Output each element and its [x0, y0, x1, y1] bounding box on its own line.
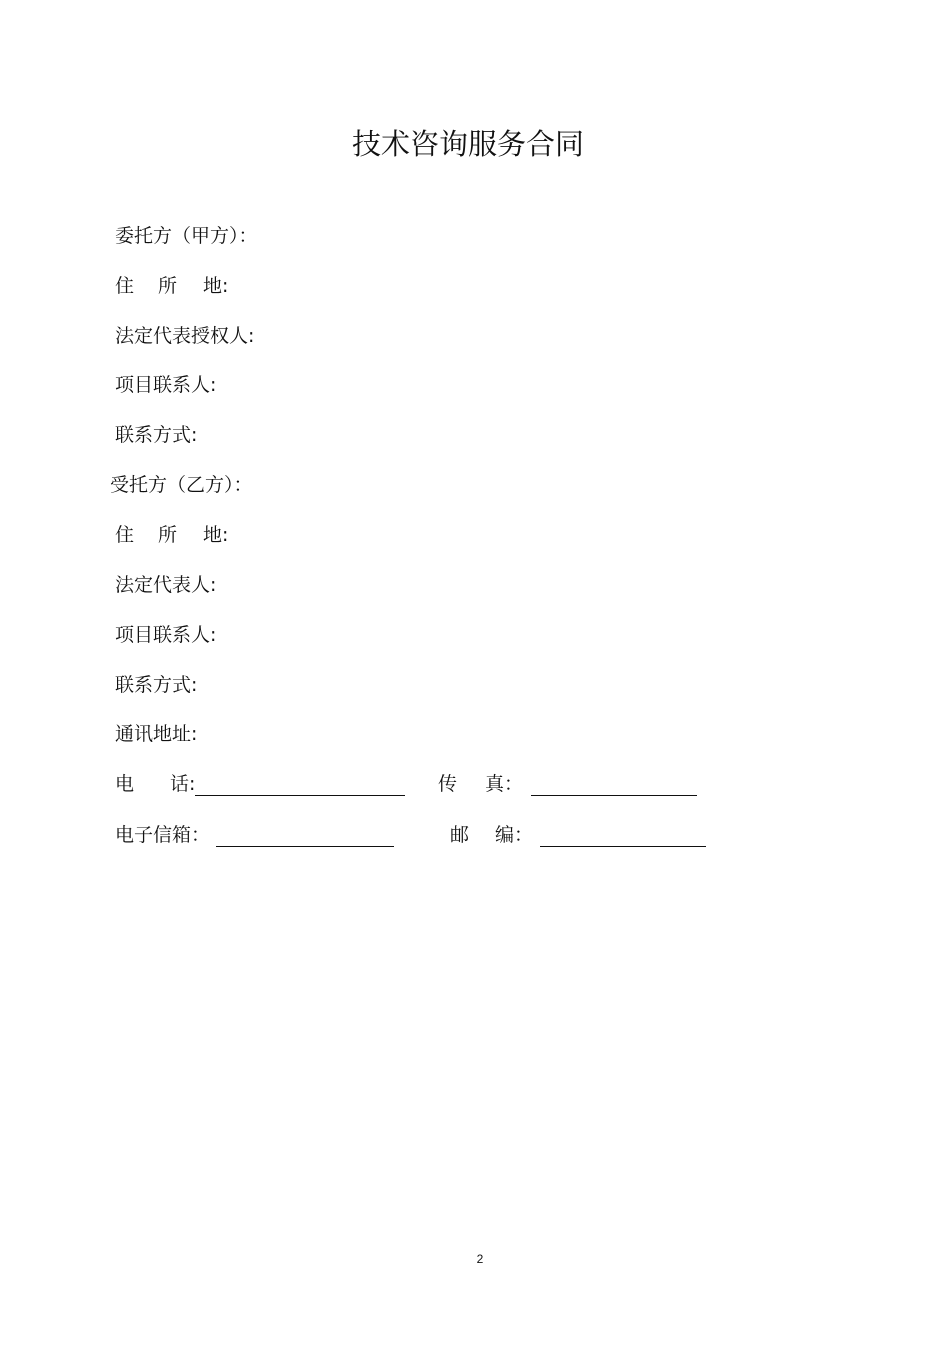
party-b-mail-address-label: 通讯地址: — [115, 723, 198, 745]
party-a-contact-method-label: 联系方式: — [115, 424, 198, 446]
party-a-address-label — [115, 274, 228, 298]
address-label-part: 地: — [203, 524, 229, 546]
postcode-label-part: 邮 — [450, 824, 470, 846]
email-input-line[interactable] — [216, 826, 394, 847]
page-number: 2 — [476, 1252, 484, 1266]
phone-input-line[interactable] — [195, 775, 405, 796]
address-label-part: 地: — [203, 275, 229, 297]
phone-fax-row — [115, 772, 405, 796]
address-label-part: 住 — [115, 524, 135, 546]
phone-label-part: 话: — [170, 773, 196, 795]
postcode-input-line[interactable] — [540, 826, 706, 847]
address-label-part: 住 — [115, 275, 135, 297]
party-a-contact-person-label: 项目联系人: — [115, 374, 217, 396]
postcode-row — [450, 823, 706, 847]
party-b-contact-person-label: 项目联系人: — [115, 624, 217, 646]
fax-row — [438, 772, 697, 796]
party-a-label: 委托方（甲方）： — [115, 225, 258, 247]
fax-label-part: 真： — [485, 773, 524, 795]
fax-label-part: 传 — [438, 773, 458, 795]
party-b-legal-rep-label: 法定代表人: — [115, 574, 217, 596]
fax-input-line[interactable] — [531, 775, 697, 796]
party-b-address-label — [115, 523, 228, 547]
email-label: 电子信箱： — [115, 824, 211, 846]
address-label-part: 所 — [158, 275, 178, 297]
address-label-part: 所 — [158, 524, 178, 546]
postcode-label-part: 编： — [495, 824, 534, 846]
party-b-contact-method-label: 联系方式: — [115, 674, 198, 696]
party-a-legal-rep-label: 法定代表授权人: — [115, 325, 255, 347]
party-b-label: 受托方（乙方）： — [110, 474, 253, 496]
email-row — [115, 823, 394, 847]
document-title: 技术咨询服务合同 — [351, 127, 584, 161]
phone-label-part: 电 — [115, 773, 135, 795]
